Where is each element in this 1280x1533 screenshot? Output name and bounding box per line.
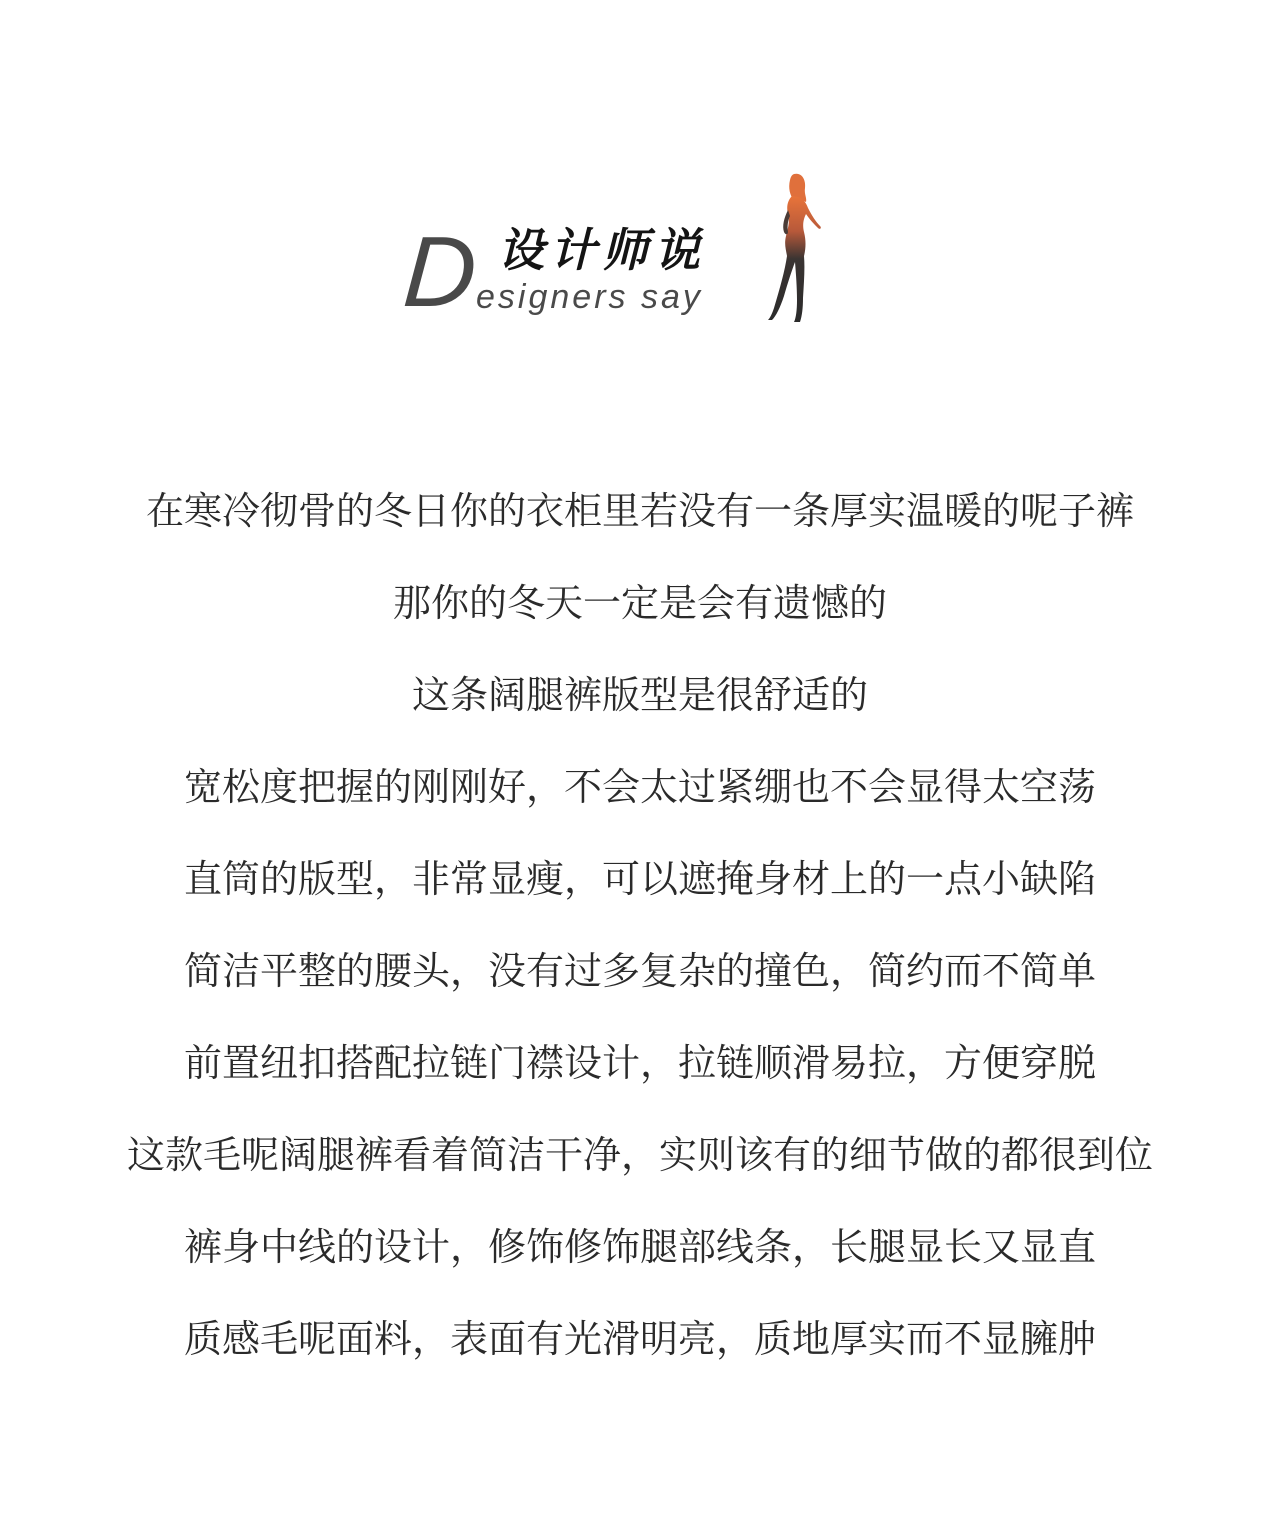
description-line: 直筒的版型，非常显瘦，可以遮掩身材上的一点小缺陷 xyxy=(183,857,1096,901)
description-line: 在寒冷彻骨的冬日你的衣柜里若没有一条厚实温暖的呢子裤 xyxy=(145,489,1134,533)
description-block xyxy=(0,465,1280,1385)
logo-initial-letter: D xyxy=(400,216,481,328)
description-line: 简洁平整的腰头，没有过多复杂的撞色，简约而不简单 xyxy=(183,949,1096,993)
description-line: 裤身中线的设计，修饰修饰腿部线条，长腿显长又显直 xyxy=(183,1225,1096,1269)
woman-silhouette-icon xyxy=(760,170,830,326)
description-line: 这款毛呢阔腿裤看着简洁干净，实则该有的细节做的都很到位 xyxy=(126,1133,1153,1177)
designers-say-logo xyxy=(400,170,840,330)
logo-title-cn: 设计师说 xyxy=(498,223,706,277)
description-line: 这条阔腿裤版型是很舒适的 xyxy=(411,673,868,717)
description-line: 前置纽扣搭配拉链门襟设计，拉链顺滑易拉，方便穿脱 xyxy=(183,1041,1096,1085)
logo-subtitle-en: esigners say xyxy=(476,278,703,316)
description-line: 那你的冬天一定是会有遗憾的 xyxy=(392,581,887,625)
description-line: 宽松度把握的刚刚好，不会太过紧绷也不会显得太空荡 xyxy=(183,765,1096,809)
description-line: 质感毛呢面料，表面有光滑明亮，质地厚实而不显臃肿 xyxy=(183,1317,1096,1361)
